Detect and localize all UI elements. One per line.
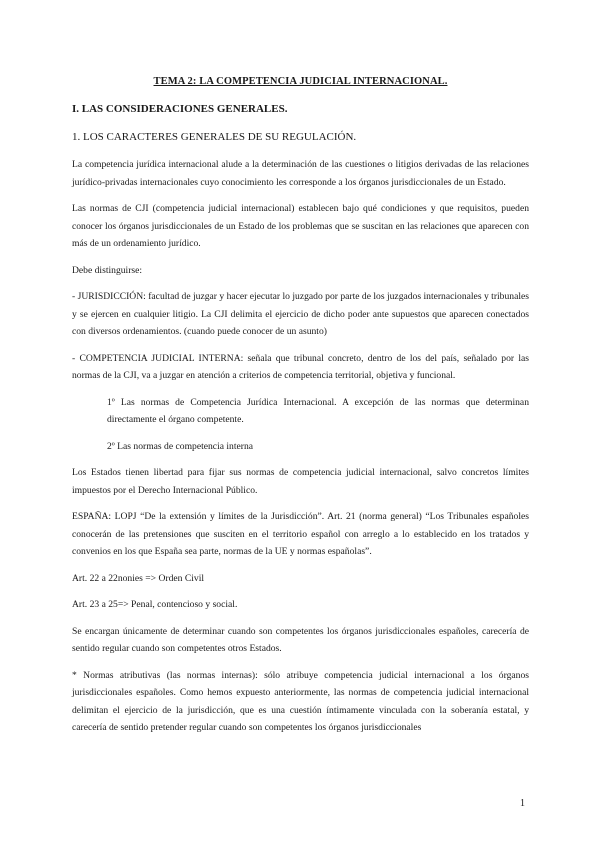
document-page (72, 76, 529, 746)
paragraph-competencia-interna: - COMPETENCIA JUDICIAL INTERNA: señala que tribunal concreto, dentro de los del país, señalado por las normas de la CJI, va a juzgar en atención a criterios de competencia territorial, objetiva y funcional. (72, 352, 529, 381)
paragraph-normas-atributivas: * Normas atributivas (las normas internas): sólo atribuye competencia judicial internacional a los órganos jurisdiccionales españoles. Como hemos expuesto anteriormente, las normas de competencia judicial internacional delimitan el ejercicio de la jurisdicción, que es una cuestión íntimamente vinculada con la soberanía estatal, y carecería de sentido pretender regular cuando son competentes los órganos jurisdiccionales (72, 669, 529, 733)
paragraph-distinguish: Debe distinguirse: (72, 264, 143, 276)
paragraph-cji-norms: Las normas de CJI (competencia judicial internacional) establecen bajo qué condiciones y que requisitos, pueden conocer los órganos jurisdiccionales de un Estado de los problemas que se suscitan en las relaciones que aparecen con más de un ordenamiento jurídico. (72, 203, 529, 249)
paragraph-jurisdiccion: - JURISDICCIÓN: facultad de juzgar y hacer ejecutar lo juzgado por parte de los juzgados internacionales y tribunales y se ejercen en cualquier litigio. La CJI delimita el ejercicio de dicho poder ante supuestos que aparecen conectados con diversos ordenamientos. (cuando puede conocer de un asunto) (72, 291, 529, 337)
subsection-heading: 1. LOS CARACTERES GENERALES DE SU REGULACIÓN. (72, 131, 357, 143)
document-title: TEMA 2: LA COMPETENCIA JUDICIAL INTERNACIONAL. (153, 76, 448, 87)
paragraph-state-freedom: Los Estados tienen libertad para fijar sus normas de competencia judicial internacional, salvo concretos límites impuestos por el Derecho Internacional Público. (72, 467, 529, 496)
paragraph-penal: Art. 23 a 25=> Penal, contencioso y social. (72, 599, 238, 610)
paragraph-competentes: Se encargan únicamente de determinar cuando son competentes los órganos jurisdiccionales españoles, carecería de sentido regular cuando son competentes otros Estados. (72, 625, 529, 654)
section-heading: I. LAS CONSIDERACIONES GENERALES. (72, 103, 288, 115)
page-number: 1 (520, 798, 525, 809)
paragraph-espana-lopj: ESPAÑA: LOPJ “De la extensión y límites de la Jurisdicción”. Art. 21 (norma general) “Los Tribunales españoles conocerán de las pretensiones que susciten en el territorio español con arreglo a lo establecido en los tratados y convenios en los que España sea parte, normas de la UE y normas españolas”. (72, 511, 529, 557)
list-item-first: 1º Las normas de Competencia Jurídica Internacional. A excepción de las normas que determinan directamente el órgano competente. (107, 396, 529, 425)
paragraph-orden-civil: Art. 22 a 22nonies => Orden Civil (72, 572, 205, 584)
paragraph-definition: La competencia jurídica internacional alude a la determinación de las cuestiones o litigios derivadas de las relaciones jurídico-privadas internacionales cuyo conocimiento les corresponde a los órganos jurisdiccionales de un Estado. (72, 159, 529, 188)
list-item-second: 2º Las normas de competencia interna (107, 440, 254, 452)
